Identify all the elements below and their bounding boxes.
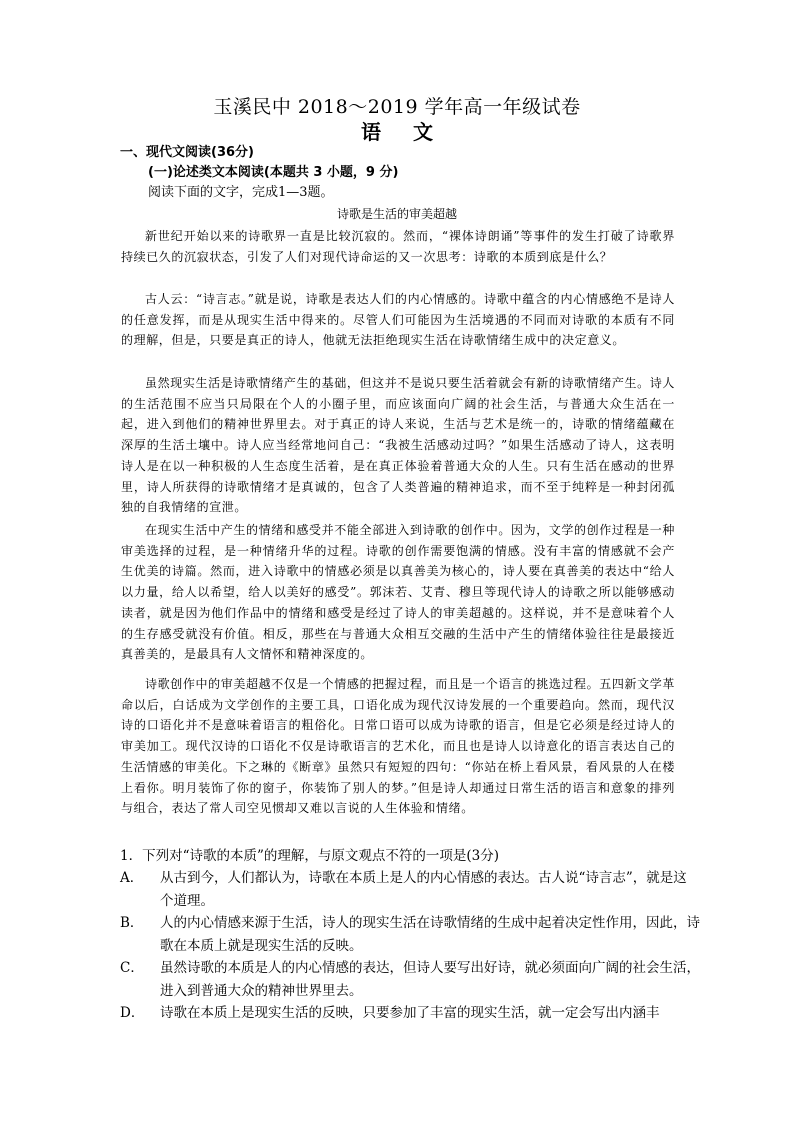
option-text: 虽然诗歌的本质是人的内心情感的表达，但诗人要写出好诗，就必须面向广阔的社会生活，进入到普通大众的精神世界里去。 xyxy=(160,960,700,999)
option-d xyxy=(120,1002,700,1025)
subject-char-1: 语 xyxy=(361,120,381,144)
option-text: 人的内心情感来源于生活，诗人的现实生活在诗歌情绪的生成中起着决定性作用，因此，诗歌在本质上就是现实生活的反映。 xyxy=(160,915,700,954)
option-key: B． xyxy=(120,915,144,931)
section-heading: 一、现代文阅读(36分) xyxy=(120,145,254,160)
option-text: 从古到今，人们都认为，诗歌在本质上是人的内心情感的表达。古人说“诗言志”，就是这个道理。 xyxy=(160,870,687,909)
option-key: A． xyxy=(120,870,144,886)
question-stem: 1．下列对“诗歌的本质”的理解，与原文观点不符的一项是(3分) xyxy=(120,848,500,864)
option-a xyxy=(120,867,700,913)
article-paragraph: 新世纪开始以来的诗歌界一直是比较沉寂的。然而，“裸体诗朗诵”等事件的发生打破了诗歌界持续已久的沉寂状态，引发了人们对现代诗命运的又一次思考：诗歌的本质到底是什么？ xyxy=(121,229,675,264)
article-paragraph: 在现实生活中产生的情绪和感受并不能全部进入到诗歌的创作中。因为，文学的创作过程是一种审美选择的过程，是一种情绪升华的过程。诗歌的创作需要饱满的情感。没有丰富的情感就不会产生优美的诗篇。然而，进入诗歌中的情感必须是以真善美为核心的，诗人要在真善美的表达中“给人以力量，给人以希望，给人以美好的感受”。郭沫若、艾青、穆旦等现代诗人的诗歌之所以能够感动读者，就是因为他们作品中的情绪和感受是经过了诗人的审美超越的。这样说，并不是意味着个人的生存感受就没有价值。相反，那些在与普通大众相互交融的生活中产生的情绪体验往往是最接近真善美的，是最具有人文情怀和精神深度的。 xyxy=(121,523,675,662)
option-c xyxy=(120,957,700,1003)
article-paragraph: 诗歌创作中的审美超越不仅是一个情感的把握过程，而且是一个语言的挑选过程。五四新文学革命以后，白话成为文学创作的主要工具，口语化成为现代汉诗发展的一个重要趋向。然而，现代汉诗的口语化并不是意味着语言的粗俗化。日常口语可以成为诗歌的语言，但是它必须是经过诗人的审美加工。现代汉诗的口语化不仅是诗歌语言的艺术化，而且也是诗人以诗意化的语言表达自己的生活情感的审美化。下之琳的《断章》虽然只有短短的四句：“你站在桥上看风景，看风景的人在楼上看你。明月装饰了你的窗子，你装饰了别人的梦。”但是诗人却通过日常生活的语言和意象的排列与组合，表达了常人司空见惯却又难以言说的人生体验和情绪。 xyxy=(121,677,675,816)
instruction-text: 阅读下面的文字，完成1—3题。 xyxy=(148,185,334,200)
option-key: D． xyxy=(120,1005,145,1021)
option-b xyxy=(120,912,700,958)
article-paragraph: 古人云：“诗言志。”就是说，诗歌是表达人们的内心情感的。诗歌中蕴含的内心情感绝不是诗人的任意发挥，而是从现实生活中得来的。尽管人们可能因为生活境遇的不同而对诗歌的本质有不同的理解，但是，只要是真正的诗人，他就无法拒绝现实生活在诗歌情绪生成中的决定意义。 xyxy=(121,292,675,348)
subject-char-2: 文 xyxy=(413,120,433,144)
option-key: C． xyxy=(120,960,144,976)
article-title: 诗歌是生活的审美超越 xyxy=(336,207,457,221)
subject-title xyxy=(0,120,794,144)
article-paragraph: 虽然现实生活是诗歌情绪产生的基础，但这并不是说只要生活着就会有新的诗歌情绪产生。诗人的生活范围不应当只局限在个人的小圈子里，而应该面向广阔的社会生活，与普通大众生活在一起，进入到他们的精神世界里去。对于真正的诗人来说，生活与艺术是统一的，诗歌的情绪蕴藏在深厚的生活土壤中。诗人应当经常地问自己：“我被生活感动过吗？”如果生活感动了诗人，这表明诗人是在以一种积极的人生态度生活着，是在真正体验着普通大众的人生。只有生活在感动的世界里，诗人所获得的诗歌情绪才是真诚的，包含了人类普遍的精神追求，而不至于纯粹是一种封闭孤独的自我情绪的宣泄。 xyxy=(121,376,675,515)
part-heading: (一)论述类文本阅读(本题共 3 小题，9 分) xyxy=(148,165,399,180)
exam-title: 玉溪民中 2018～2019 学年高一年级试卷 xyxy=(213,96,581,118)
option-text: 诗歌在本质上是现实生活的反映，只要参加了丰富的现实生活，就一定会写出内涵丰 xyxy=(160,1005,660,1021)
